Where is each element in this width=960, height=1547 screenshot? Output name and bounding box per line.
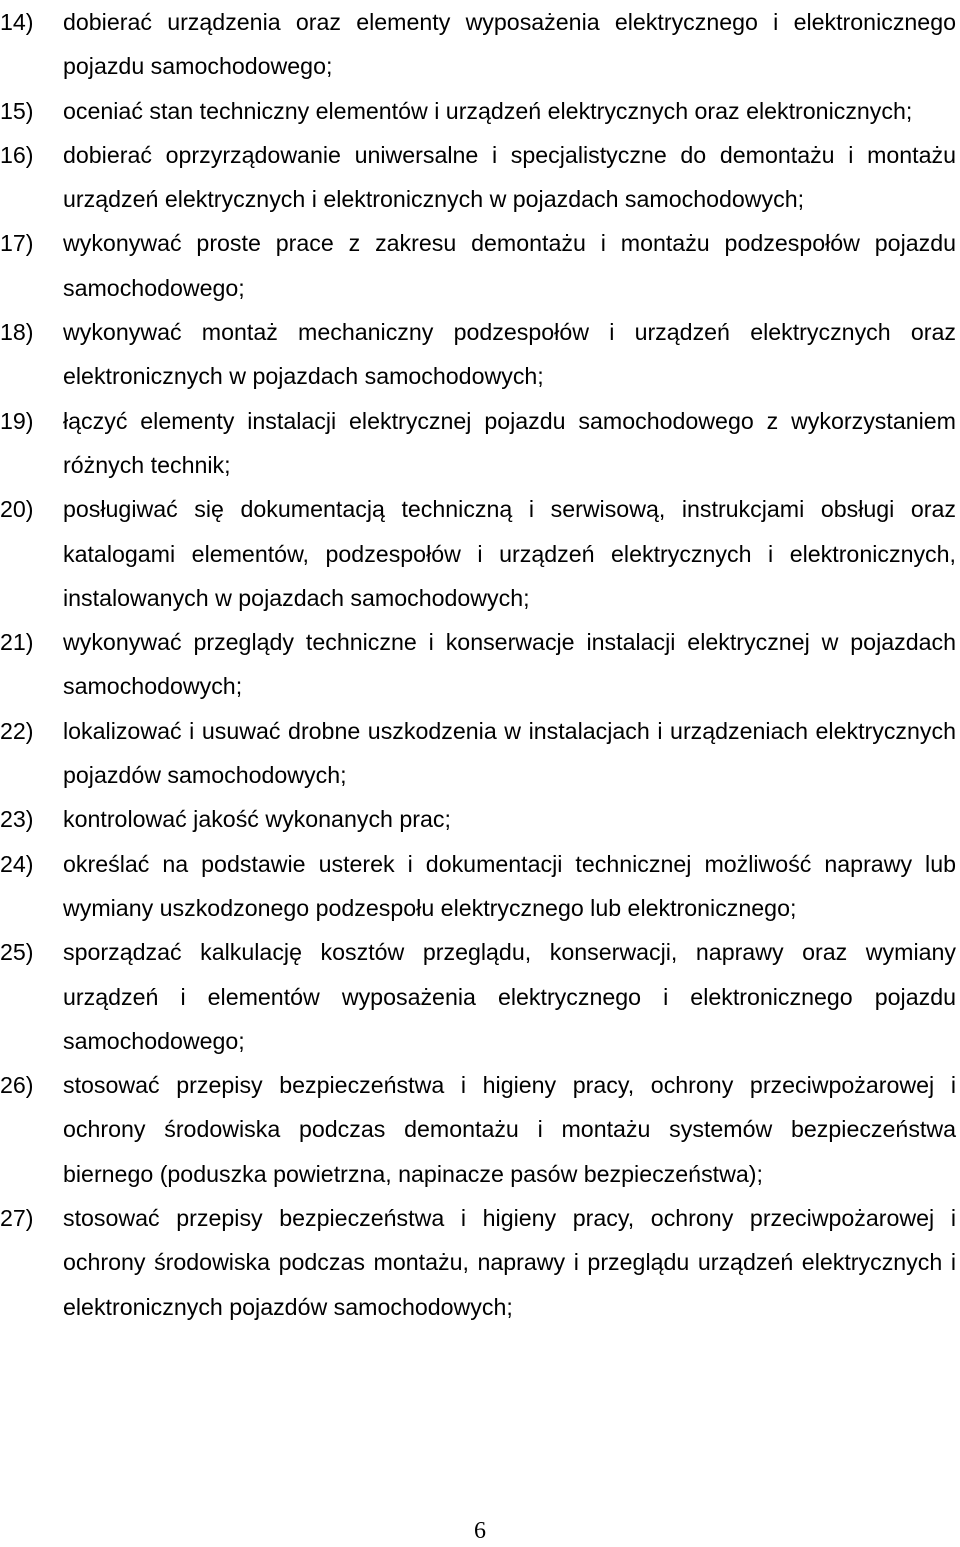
item-text: wykonywać przeglądy techniczne i konserwacje instalacji elektrycznej w pojazdach samochodowych;	[63, 629, 956, 700]
list-item	[0, 487, 960, 620]
item-text: kontrolować jakość wykonanych prac;	[63, 806, 451, 833]
list-item	[0, 1196, 960, 1329]
item-text: oceniać stan techniczny elementów i urządzeń elektrycznych oraz elektronicznych;	[63, 97, 913, 124]
list-item	[0, 1063, 960, 1196]
item-number: 22)	[0, 717, 34, 744]
item-text: stosować przepisy bezpieczeństwa i higieny pracy, ochrony przeciwpożarowej i ochrony środowiska podczas demontażu i montażu systemów bezpieczeństwa biernego (poduszka powietrzna, napinacze pasów bezpieczeństwa);	[63, 1072, 956, 1187]
item-number: 17)	[0, 230, 34, 257]
item-number: 25)	[0, 939, 34, 966]
list-item	[0, 930, 960, 1063]
page-number: 6	[474, 1518, 486, 1544]
list-item	[0, 842, 960, 931]
item-number: 15)	[0, 97, 34, 124]
list-item	[0, 399, 960, 488]
item-text: określać na podstawie usterek i dokumentacji technicznej możliwość naprawy lub wymiany uszkodzonego podzespołu elektrycznego lub elektronicznego;	[63, 850, 956, 921]
item-number: 18)	[0, 319, 34, 346]
item-number: 16)	[0, 141, 34, 168]
item-text: stosować przepisy bezpieczeństwa i higieny pracy, ochrony przeciwpożarowej i ochrony środowiska podczas montażu, naprawy i przeglądu urządzeń elektrycznych i elektronicznych pojazdów samochodowych;	[63, 1205, 956, 1320]
item-text: wykonywać montaż mechaniczny podzespołów i urządzeń elektrycznych oraz elektronicznych w pojazdach samochodowych;	[63, 319, 956, 390]
item-number: 24)	[0, 850, 34, 877]
item-text: dobierać urządzenia oraz elementy wyposażenia elektrycznego i elektronicznego pojazdu samochodowego;	[63, 9, 956, 80]
list-item	[0, 221, 960, 310]
item-number: 20)	[0, 496, 34, 523]
item-number: 27)	[0, 1205, 34, 1232]
list-item	[0, 709, 960, 798]
item-number: 19)	[0, 407, 34, 434]
item-number: 14)	[0, 9, 34, 35]
list-item	[0, 89, 960, 133]
item-text: łączyć elementy instalacji elektrycznej pojazdu samochodowego z wykorzystaniem różnych technik;	[63, 407, 956, 478]
item-text: wykonywać proste prace z zakresu demontażu i montażu podzespołów pojazdu samochodowego;	[63, 230, 956, 301]
item-text: lokalizować i usuwać drobne uszkodzenia w instalacjach i urządzeniach elektrycznych pojazdów samochodowych;	[63, 717, 956, 789]
item-number: 26)	[0, 1072, 34, 1099]
item-number: 23)	[0, 806, 34, 833]
list-item	[0, 797, 960, 841]
item-text: dobierać oprzyrządowanie uniwersalne i specjalistyczne do demontażu i montażu urządzeń elektrycznych i elektronicznych w pojazdach samochodowych;	[63, 141, 956, 213]
list-item	[0, 133, 960, 222]
list-item	[0, 310, 960, 399]
list-item	[0, 620, 960, 709]
list-item	[0, 0, 960, 89]
item-number: 21)	[0, 629, 34, 656]
item-text: posługiwać się dokumentacją techniczną i serwisową, instrukcjami obsługi oraz katalogami elementów, podzespołów i urządzeń elektrycznych i elektronicznych, instalowanych w pojazdach samochodowych;	[63, 496, 956, 611]
item-text: sporządzać kalkulację kosztów przeglądu, konserwacji, naprawy oraz wymiany urządzeń i elementów wyposażenia elektrycznego i elektronicznego pojazdu samochodowego;	[63, 939, 956, 1054]
